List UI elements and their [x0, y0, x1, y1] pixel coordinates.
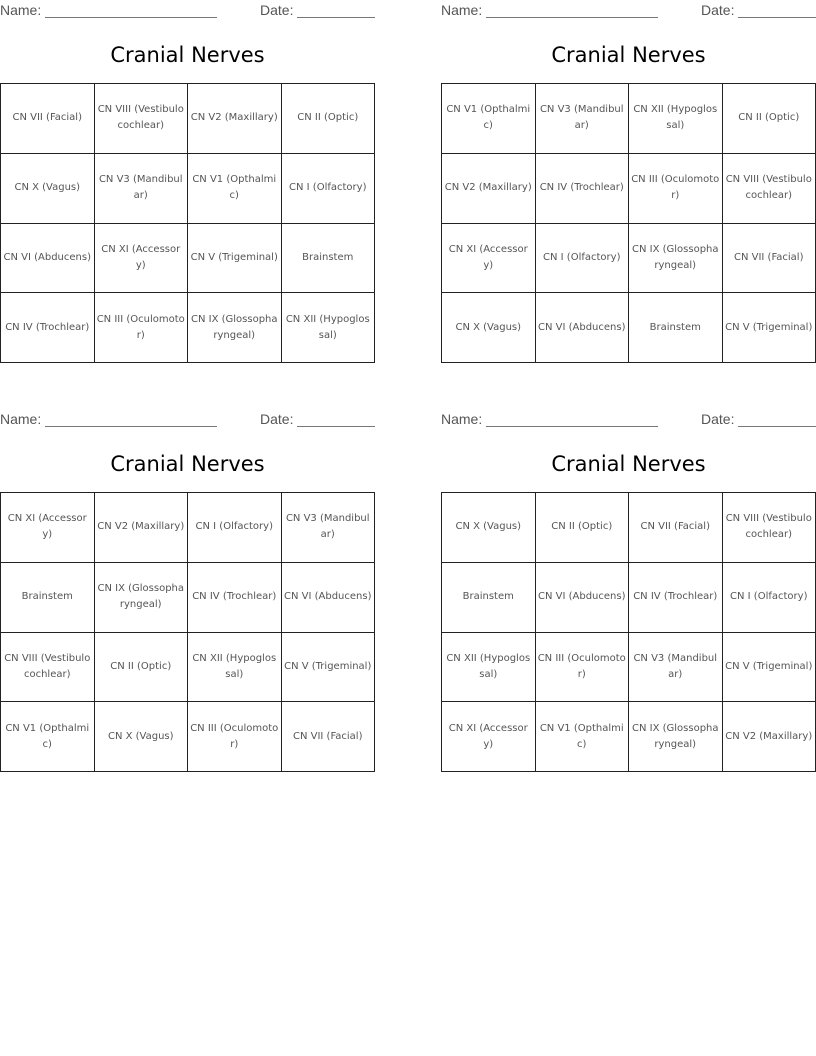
grid-cell: CN VII (Facial): [282, 702, 376, 772]
grid-cell: CN IV (Trochlear): [1, 293, 95, 363]
name-date-line: [441, 2, 816, 20]
grid-cell: CN IX (Glossopharyngeal): [629, 224, 723, 294]
grid-cell: CN V (Trigeminal): [723, 633, 816, 703]
grid-cell: Brainstem: [1, 563, 95, 633]
grid-cell: CN II (Optic): [536, 493, 630, 563]
card-title: Cranial Nerves: [551, 452, 706, 476]
grid-cell: CN III (Oculomotor): [95, 293, 189, 363]
grid-cell: CN VIII (Vestibulocochlear): [95, 84, 189, 154]
grid-cell: CN XII (Hypoglossal): [282, 293, 376, 363]
grid-cell: CN X (Vagus): [95, 702, 189, 772]
date-label: Date:: [260, 411, 294, 427]
grid-cell: CN V3 (Mandibular): [282, 493, 376, 563]
grid-cell: Brainstem: [629, 293, 723, 363]
date-label: Date:: [701, 411, 735, 427]
grid-cell: CN XII (Hypoglossal): [442, 633, 536, 703]
grid-cell: CN IV (Trochlear): [629, 563, 723, 633]
grid-cell: CN VII (Facial): [629, 493, 723, 563]
grid-cell: CN XI (Accessory): [95, 224, 189, 294]
grid-cell: CN III (Oculomotor): [629, 154, 723, 224]
name-label: Name:: [441, 2, 483, 18]
grid-cell: CN VI (Abducens): [282, 563, 376, 633]
grid-cell: CN VI (Abducens): [1, 224, 95, 294]
grid-cell: CN II (Optic): [282, 84, 376, 154]
grid-cell: CN XII (Hypoglossal): [188, 633, 282, 703]
grid-cell: CN I (Olfactory): [188, 493, 282, 563]
grid-cell: CN V2 (Maxillary): [723, 702, 816, 772]
grid-cell: CN V1 (Opthalmic): [188, 154, 282, 224]
bingo-grid: [441, 492, 816, 772]
grid-cell: CN V1 (Opthalmic): [536, 702, 630, 772]
date-blank-line: [738, 17, 816, 18]
grid-cell: CN IV (Trochlear): [188, 563, 282, 633]
grid-cell: CN V (Trigeminal): [282, 633, 376, 703]
grid-cell: CN I (Olfactory): [723, 563, 816, 633]
bingo-card-2: [441, 0, 816, 370]
grid-cell: CN IV (Trochlear): [536, 154, 630, 224]
card-title: Cranial Nerves: [110, 43, 265, 67]
grid-cell: Brainstem: [442, 563, 536, 633]
name-blank-line: [486, 426, 658, 427]
grid-cell: CN III (Oculomotor): [536, 633, 630, 703]
bingo-card-3: [0, 409, 375, 779]
grid-cell: CN V2 (Maxillary): [188, 84, 282, 154]
grid-cell: CN IX (Glossopharyngeal): [95, 563, 189, 633]
date-blank-line: [297, 426, 375, 427]
name-blank-line: [45, 17, 217, 18]
grid-cell: CN VI (Abducens): [536, 293, 630, 363]
grid-cell: CN X (Vagus): [442, 293, 536, 363]
grid-cell: CN X (Vagus): [1, 154, 95, 224]
grid-cell: CN II (Optic): [95, 633, 189, 703]
grid-cell: CN VII (Facial): [723, 224, 816, 294]
date-blank-line: [738, 426, 816, 427]
card-title: Cranial Nerves: [110, 452, 265, 476]
card-title: Cranial Nerves: [551, 43, 706, 67]
grid-cell: CN IX (Glossopharyngeal): [629, 702, 723, 772]
grid-cell: CN V1 (Opthalmic): [442, 84, 536, 154]
grid-cell: CN V2 (Maxillary): [95, 493, 189, 563]
grid-cell: CN VI (Abducens): [536, 563, 630, 633]
name-date-line: [0, 411, 375, 429]
name-blank-line: [45, 426, 217, 427]
grid-cell: CN III (Oculomotor): [188, 702, 282, 772]
grid-cell: CN XI (Accessory): [442, 224, 536, 294]
grid-cell: CN I (Olfactory): [536, 224, 630, 294]
grid-cell: CN V2 (Maxillary): [442, 154, 536, 224]
date-blank-line: [297, 17, 375, 18]
grid-cell: CN XII (Hypoglossal): [629, 84, 723, 154]
grid-cell: CN V (Trigeminal): [188, 224, 282, 294]
name-date-line: [0, 2, 375, 20]
name-label: Name:: [441, 411, 483, 427]
grid-cell: CN II (Optic): [723, 84, 816, 154]
name-label: Name:: [0, 411, 42, 427]
grid-cell: CN I (Olfactory): [282, 154, 376, 224]
grid-cell: CN V1 (Opthalmic): [1, 702, 95, 772]
grid-cell: CN VIII (Vestibulocochlear): [723, 493, 816, 563]
grid-cell: CN XI (Accessory): [1, 493, 95, 563]
bingo-card-4: [441, 409, 816, 779]
grid-cell: CN V3 (Mandibular): [629, 633, 723, 703]
grid-cell: CN V3 (Mandibular): [536, 84, 630, 154]
name-date-line: [441, 411, 816, 429]
grid-cell: CN V (Trigeminal): [723, 293, 816, 363]
date-label: Date:: [701, 2, 735, 18]
name-blank-line: [486, 17, 658, 18]
bingo-grid: [0, 492, 375, 772]
grid-cell: CN V3 (Mandibular): [95, 154, 189, 224]
bingo-grid: [0, 83, 375, 363]
bingo-card-1: [0, 0, 375, 370]
grid-cell: CN VIII (Vestibulocochlear): [1, 633, 95, 703]
grid-cell: CN VII (Facial): [1, 84, 95, 154]
bingo-grid: [441, 83, 816, 363]
grid-cell: CN XI (Accessory): [442, 702, 536, 772]
grid-cell: CN VIII (Vestibulocochlear): [723, 154, 816, 224]
name-label: Name:: [0, 2, 42, 18]
grid-cell: CN X (Vagus): [442, 493, 536, 563]
grid-cell: Brainstem: [282, 224, 376, 294]
grid-cell: CN IX (Glossopharyngeal): [188, 293, 282, 363]
date-label: Date:: [260, 2, 294, 18]
